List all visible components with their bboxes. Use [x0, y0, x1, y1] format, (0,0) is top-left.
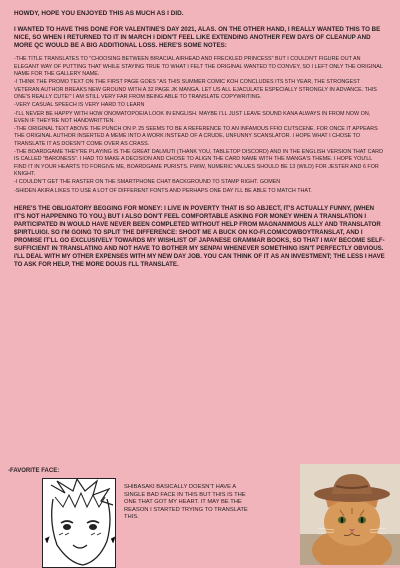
intro-line: HOWDY, HOPE YOU ENJOYED THIS AS MUCH AS I DID. [14, 10, 184, 17]
notes-text [14, 10, 386, 270]
money-paragraph: HERE'S THE OBLIGATORY BEGGING FOR MONEY: I LIVE IN POVERTY THAT IS SO ABJECT, IT'S ACTUALLY FUNNY, (WHEN IT'S NOT HAPPENING TO YOU,) BUT I ALSO DON'T FEEL COMFORTABLE ASKING FOR MONEY WHEN A TRANSLATION I PARTICIPATED IN WOULD HAVE NEVER BEEN COMPLETED WITHOUT HELP FROM MAGNANIMOUS ALLY AND TRANSLATOR $PIRTLUIGI. SO I'M GOING TO SPLIT THE DIFFERENCE: SHOOT ME A BUCK ON KO-FI.COM/COWBOYTRANSLAT, AND I PROMISE IT'LL GO EXCLUSIVELY TOWARDS MY WISHLIST OF JAPANESE GRAMMAR BOOKS, SO THAT I MAY BECOME SELF-SUFFICIENT IN TRANSLATING AND NOT HAVE TO BOTHER MY SENPAI WHENEVER SOMETHING ISN'T PERFECTLY OBVIOUS. I'LL DEAL WITH MY OTHER EXPENSES WITH MY NEW DAY JOB. YOU CAN THINK OF IT AS AN INVESTMENT; THE LESS I HAVE TO ASK FOR HELP, THE MORE DOUJS I'LL TRANSLATE. [14, 204, 385, 269]
note-item: -VERY CASUAL SPEECH IS VERY HARD TO LEARN [14, 102, 145, 109]
note-item: -THE ORIGINAL TEXT ABOVE THE PUNCH ON P. 25 SEEMS TO BE A REFERENCE TO AN INFAMOUS FFIO CUTSCENE. FOR ONCE IT APPEARS THE ORIGINAL AUTHOR INSERTED A MEME INTO A WORK INSTEAD OF A CRUDE, UNFUNNY SCANSLATOR. I HOPE WHAT I CHOSE TO TRANSLATE IT AS DOESN'T COME OVER AS CRASS. [14, 126, 378, 147]
note-item: -SHIDEN AKIRA LIKES TO USE A LOT OF DIFFERENT FONTS AND PERHAPS ONE DAY I'LL BE ABLE TO MATCH THAT. [14, 187, 312, 194]
notes-list [14, 56, 386, 194]
note-item: -I THINK THE PROMO TEXT ON THE FIRST PAGE GOES "AS THIS SUMMER COMIC KOH CONCLUDES ITS 5TH YEAR, THE STRONGEST VETERAN AUTHOR BREAKS NEW GROUND WITH A 32 PAGE JK MANGA. LET US ALL EJACULATE ESPECIALLY STRONGLY IN ADVANCE. THIS ONE'S REALLY CUTE!" I AM STILL VERY FAR FROM BEING ABLE TO TRANSLATE COPYWRITING. [14, 79, 377, 100]
note-item: -THE BOARDGAME THEY'RE PLAYING IS THE GREAT DALMUTI (THANK YOU, TABLETOP DISCORD) AND IN THE ENGLISH VERSION THAT CARD IS CALLED "BARONESS". I HAD TO MAKE A DECISION AND CHOSE TO ALIGN THE CARD NAME WITH THE MANGA'S THEME. I HOPE YOU'LL FIND IT IN YOUR HEARTS TO FORGIVE ME, BOARDGAME PURISTS. FWIW, NUMERIC VALUES SHOULD BE 13 (WILD) FOR JESTER AND 6 FOR KNIGHT. [14, 149, 383, 177]
manga-face-drawing [43, 479, 116, 568]
cat-photo-drawing [300, 464, 400, 565]
valentine-paragraph: I WANTED TO HAVE THIS DONE FOR VALENTINE'S DAY 2021, ALAS. ON THE OTHER HAND, I REALLY WANTED THIS TO BE NICE, SO WHEN I RETURNED TO IT IN MARCH I DIDN'T FEEL LIKE EXTENDING ANOTHER FEW DAYS OF CLEANUP AND MORE QC WOULD BE A BIG ADDITIONAL LOSS. HERE'S SOME NOTES: [14, 26, 381, 50]
favorite-face-label: -FAVORITE FACE: [8, 468, 60, 474]
note-item: -THE TITLE TRANSLATES TO "CHOOSING BETWEEN BIRACIAL AIRHEAD AND FRECKLED PRINCESS" BUT I COULDN'T FIGURE OUT AN ELEGANT WAY OF PUTTING THAT WHILE STAYING TRUE TO WHAT I FELT THE ORIGINAL WANTED TO CONVEY, SO I LEFT ONLY THE ORIGINAL NAME FOR THE GALLERY NAME. [14, 56, 383, 78]
manga-face-image [42, 478, 116, 568]
note-item: -I'LL NEVER BE HAPPY WITH HOW ONOMATOPOEIA LOOK IN ENGLISH. MAYBE I'LL JUST LEAVE SOUND KANA ALWAYS IN FROM NOW ON, EVEN IF THEY'RE NOT HANDWRITTEN. [14, 110, 371, 124]
note-item: -I COULDN'T GET THE RASTER ON THE SMARTPHONE CHAT BACKGROUND TO STAMP RIGHT. GOMEN [14, 179, 281, 186]
favorite-face-caption: SHIBASAKI BASICALLY DOESN'T HAVE A SINGLE BAD FACE IN THIS BUT THIS IS THE ONE THAT GOT MY HEART. IT MAY BE THE REASON I STARTED TRYING TO TRANSLATE THIS. [124, 484, 248, 521]
cat-with-cowboy-hat-photo [300, 464, 400, 565]
